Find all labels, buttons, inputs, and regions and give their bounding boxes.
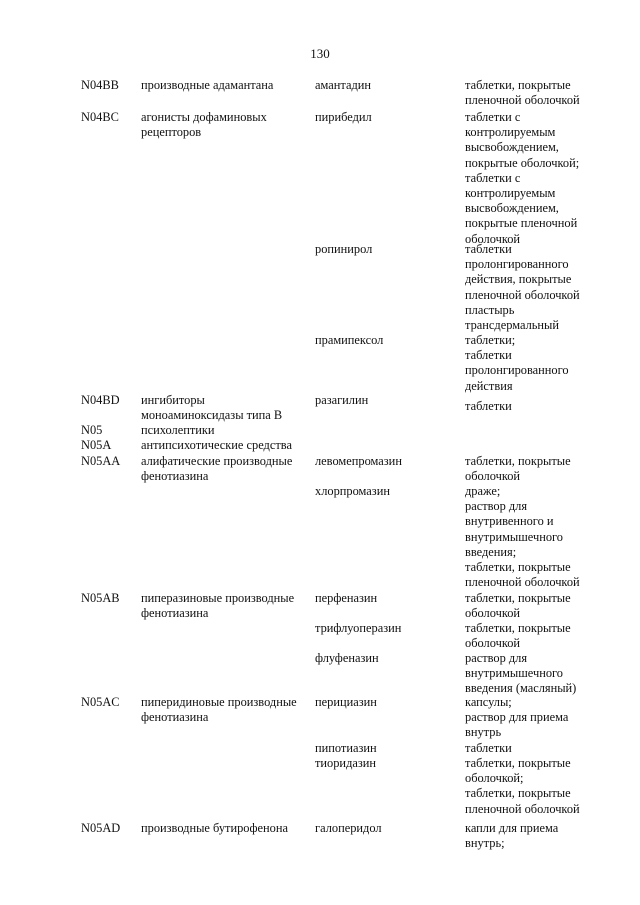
atc-group: психолептики (141, 423, 215, 437)
dosage-form: таблетки, покрытые оболочкой (465, 454, 571, 484)
page-number: 130 (310, 46, 330, 61)
drug-name: флуфеназин (315, 651, 379, 665)
drug-name: амантадин (315, 78, 372, 92)
atc-group: производные адамантана (141, 78, 274, 92)
dosage-form: раствор для внутримышечного введения (масляный) (465, 651, 577, 696)
drug-name: хлорпромазин (315, 484, 390, 498)
drug-name: прамипексол (315, 333, 384, 347)
atc-group: алифатические производные фенотиазина (141, 454, 293, 484)
drug-name: галоперидол (315, 821, 382, 835)
dosage-form: таблетки (465, 399, 512, 413)
dosage-form: таблетки с контролируемым высвобождением, покрытые оболочкой; таблетки с контролируемым высвобождением, покрытые пленочной оболочкой (465, 110, 580, 246)
dosage-form: таблетки, покрытые оболочкой (465, 591, 571, 621)
atc-code: N05AC (81, 695, 120, 709)
drug-name: разагилин (315, 393, 369, 407)
dosage-form: драже; раствор для внутривенного и внутримышечного введения; таблетки, покрытые пленочной оболочкой (465, 484, 580, 590)
atc-group: антипсихотические средства (141, 438, 292, 452)
dosage-form: таблетки; таблетки пролонгированного действия (465, 333, 569, 393)
drug-name: пирибедил (315, 110, 372, 124)
atc-code: N04BB (81, 78, 119, 92)
drug-name: ропинирол (315, 242, 373, 256)
drug-name: перфеназин (315, 591, 378, 605)
drug-name: трифлуоперазин (315, 621, 402, 635)
atc-group: агонисты дофаминовых рецепторов (141, 110, 267, 140)
dosage-form: таблетки пролонгированного действия, покрытые пленочной оболочкой пластырь трансдермальный (465, 242, 580, 333)
atc-group: производные бутирофенона (141, 821, 288, 835)
dosage-form: таблетки, покрытые пленочной оболочкой (465, 78, 580, 108)
dosage-form: таблетки, покрытые оболочкой (465, 621, 571, 651)
atc-code: N05 (81, 423, 103, 437)
drug-name: перициазин (315, 695, 377, 709)
dosage-form: таблетки (465, 741, 512, 755)
atc-code: N05A (81, 438, 112, 452)
atc-code: N05AD (81, 821, 121, 835)
atc-group: ингибиторы моноаминоксидазы типа В (141, 393, 283, 423)
drug-name: пипотиазин (315, 741, 377, 755)
atc-code: N04BD (81, 393, 120, 407)
atc-group: пиперидиновые производные фенотиазина (141, 695, 297, 725)
atc-code: N04BC (81, 110, 119, 124)
dosage-form: таблетки, покрытые оболочкой; таблетки, покрытые пленочной оболочкой (465, 756, 580, 816)
drug-name: тиоридазин (315, 756, 377, 770)
atc-code: N05AA (81, 454, 121, 468)
drug-name: левомепромазин (315, 454, 402, 468)
atc-group: пиперазиновые производные фенотиазина (141, 591, 295, 621)
dosage-form: капли для приема внутрь; (465, 821, 559, 851)
dosage-form: капсулы; раствор для приема внутрь (465, 695, 569, 740)
atc-code: N05AB (81, 591, 120, 605)
